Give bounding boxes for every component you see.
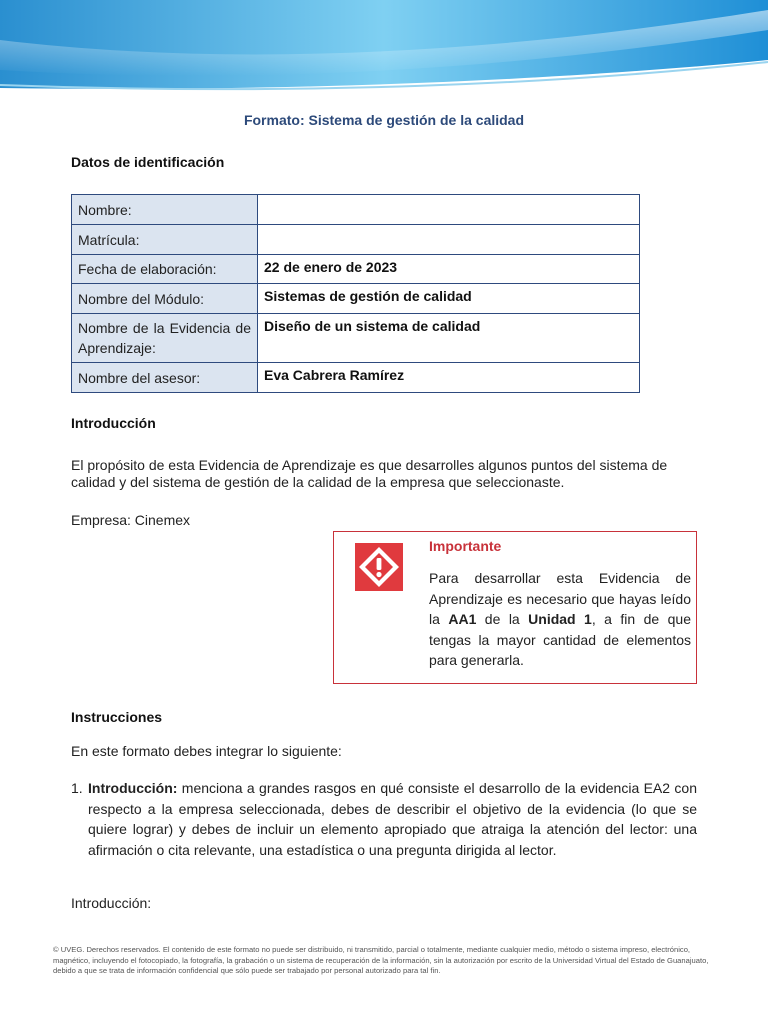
table-row xyxy=(72,255,640,284)
list-item-text: menciona a grandes rasgos en qué consiste el desarrollo de la evidencia EA2 con respecto a la empresa seleccionada, debes de describir el objetivo de la evidencia (lo que se quiere lograr) y debes de incluir un elemento apropiado que atraiga la atención del lector: una afirmación o cita relevante, una estadística o una pregunta dirigida al lector. xyxy=(88,780,697,858)
table-row xyxy=(72,314,640,363)
instructions-heading: Instrucciones xyxy=(71,709,163,725)
copyright-footer: © UVEG. Derechos reservados. El contenido de este formato no puede ser distribuido, ni transmitido, parcial o totalmente, mediante cualquier medio, método o sistema impreso, electrónico, magnético, incluyendo el fotocopiado, la fotografía, la grabación o un sistema de recuperación de la información, sin la autorización por escrito de la Universidad Virtual del Estado de Guanajuato, debido a que se trata de información confidencial que sólo puede ser trabajado por personal autorizado para tal fin. xyxy=(53,945,709,975)
introduction-heading: Introducción xyxy=(71,415,156,431)
important-title: Importante xyxy=(429,538,502,554)
header-banner xyxy=(0,0,768,100)
row-value: Diseño de un sistema de calidad xyxy=(258,314,640,363)
list-number: 1. xyxy=(71,780,83,796)
table-row xyxy=(72,195,640,225)
table-row xyxy=(72,363,640,393)
instruction-list xyxy=(71,778,697,860)
row-label: Nombre de la Evidencia de Aprendizaje: xyxy=(72,314,258,363)
identification-heading: Datos de identificación xyxy=(71,154,225,170)
document-title: Formato: Sistema de gestión de la calidad xyxy=(243,112,525,128)
row-label: Matrícula: xyxy=(72,225,258,255)
list-item xyxy=(71,778,697,860)
row-value: Sistemas de gestión de calidad xyxy=(258,284,640,314)
introduction-paragraph: El propósito de esta Evidencia de Aprendizaje es que desarrolles algunos puntos del sistema de calidad y del sistema de gestión de la calidad de la empresa que seleccionaste. xyxy=(71,457,668,490)
row-label: Nombre: xyxy=(72,195,258,225)
warning-diamond-icon xyxy=(354,542,404,592)
row-label: Nombre del asesor: xyxy=(72,363,258,393)
row-label: Nombre del Módulo: xyxy=(72,284,258,314)
important-text: Para desarrollar esta Evidencia de Aprendizaje es necesario que hayas leído la AA1 de la Unidad 1, a fin de que tengas la mayor cantidad de elementos para generarla. xyxy=(429,570,691,668)
company-line: Empresa: Cinemex xyxy=(71,512,191,528)
row-value: Eva Cabrera Ramírez xyxy=(258,363,640,393)
row-label: Fecha de elaboración: xyxy=(72,255,258,284)
row-value: 22 de enero de 2023 xyxy=(258,255,640,284)
list-item-title: Introducción: xyxy=(88,780,178,796)
table-row xyxy=(72,225,640,255)
unit-reference: Unidad 1 xyxy=(528,611,592,627)
identification-table xyxy=(71,194,640,393)
table-row xyxy=(72,284,640,314)
introduction-field-label: Introducción: xyxy=(71,895,152,911)
important-callout xyxy=(333,531,697,684)
instructions-lead: En este formato debes integrar lo siguiente: xyxy=(71,743,342,759)
row-value xyxy=(258,225,640,255)
row-value xyxy=(258,195,640,225)
aa-reference: AA1 xyxy=(448,611,477,627)
